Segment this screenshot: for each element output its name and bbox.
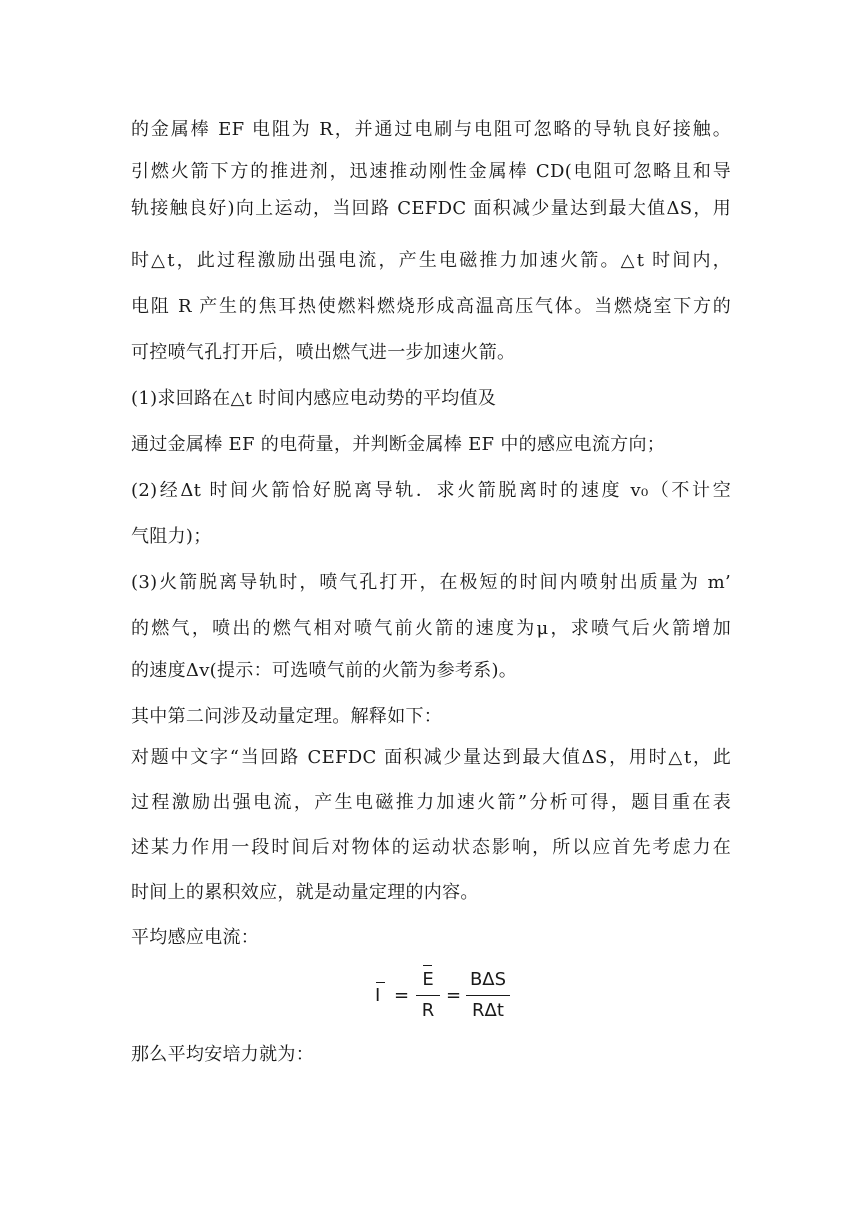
formula-numerator: BΔS	[469, 969, 507, 990]
text-line: 述某力作用一段时间后对物体的运动状态影响，所以应首先考虑力在	[131, 837, 731, 858]
text-line: 那么平均安培力就为：	[131, 1044, 314, 1065]
text-line: 平均感应电流：	[131, 927, 260, 948]
formula-current-symbol: I	[375, 985, 380, 1006]
text-line: 通过金属棒 EF 的电荷量，并判断金属棒 EF 中的感应电流方向；	[131, 434, 666, 455]
formula-denominator: R	[421, 1000, 435, 1021]
text-line: 时间上的累积效应，就是动量定理的内容。	[131, 882, 479, 903]
text-line: 的速度Δv(提示：可选喷气前的火箭为参考系)。	[131, 660, 518, 681]
formula-denominator: RΔt	[472, 1000, 504, 1021]
text-line: 可控喷气孔打开后，喷出燃气进一步加速火箭。	[131, 342, 516, 363]
text-line: 轨接触良好)向上运动，当回路 CEFDC 面积减少量达到最大值ΔS，用	[131, 198, 731, 219]
formula-fraction-flux	[466, 968, 510, 1023]
explanation-heading: 其中第二问涉及动量定理。解释如下：	[131, 706, 443, 727]
formula-fraction-emf	[416, 968, 440, 1023]
text-line: 对题中文字“当回路 CEFDC 面积减少量达到最大值ΔS，用时△t，此	[131, 747, 731, 768]
text-line: 引燃火箭下方的推进剂，迅速推动刚性金属棒 CD(电阻可忽略且和导	[131, 161, 731, 182]
average-current-formula	[372, 962, 512, 1032]
question-3: (3)火箭脱离导轨时，喷气孔打开，在极短的时间内喷射出质量为 m’	[131, 572, 731, 593]
text-line: 的金属棒 EF 电阻为 R，并通过电刷与电阻可忽略的导轨良好接触。	[131, 119, 731, 140]
text-line: 气阻力)；	[131, 526, 212, 547]
text-line: 过程激励出强电流，产生电磁推力加速火箭”分析可得，题目重在表	[131, 792, 731, 813]
question-1: (1)求回路在△t 时间内感应电动势的平均值及	[131, 388, 497, 409]
formula-numerator: E	[422, 968, 433, 992]
text-line: 电阻 R 产生的焦耳热使燃料燃烧形成高温高压气体。当燃烧室下方的	[131, 296, 731, 317]
question-2: (2)经Δt 时间火箭恰好脱离导轨．求火箭脱离时的速度 v₀（不计空	[131, 480, 731, 501]
text-line: 时△t，此过程激励出强电流，产生电磁推力加速火箭。△t 时间内，	[131, 250, 731, 271]
formula-equals: =	[446, 985, 462, 1006]
text-line: 的燃气，喷出的燃气相对喷气前火箭的速度为μ，求喷气后火箭增加	[131, 618, 731, 639]
formula-equals: =	[394, 985, 410, 1006]
